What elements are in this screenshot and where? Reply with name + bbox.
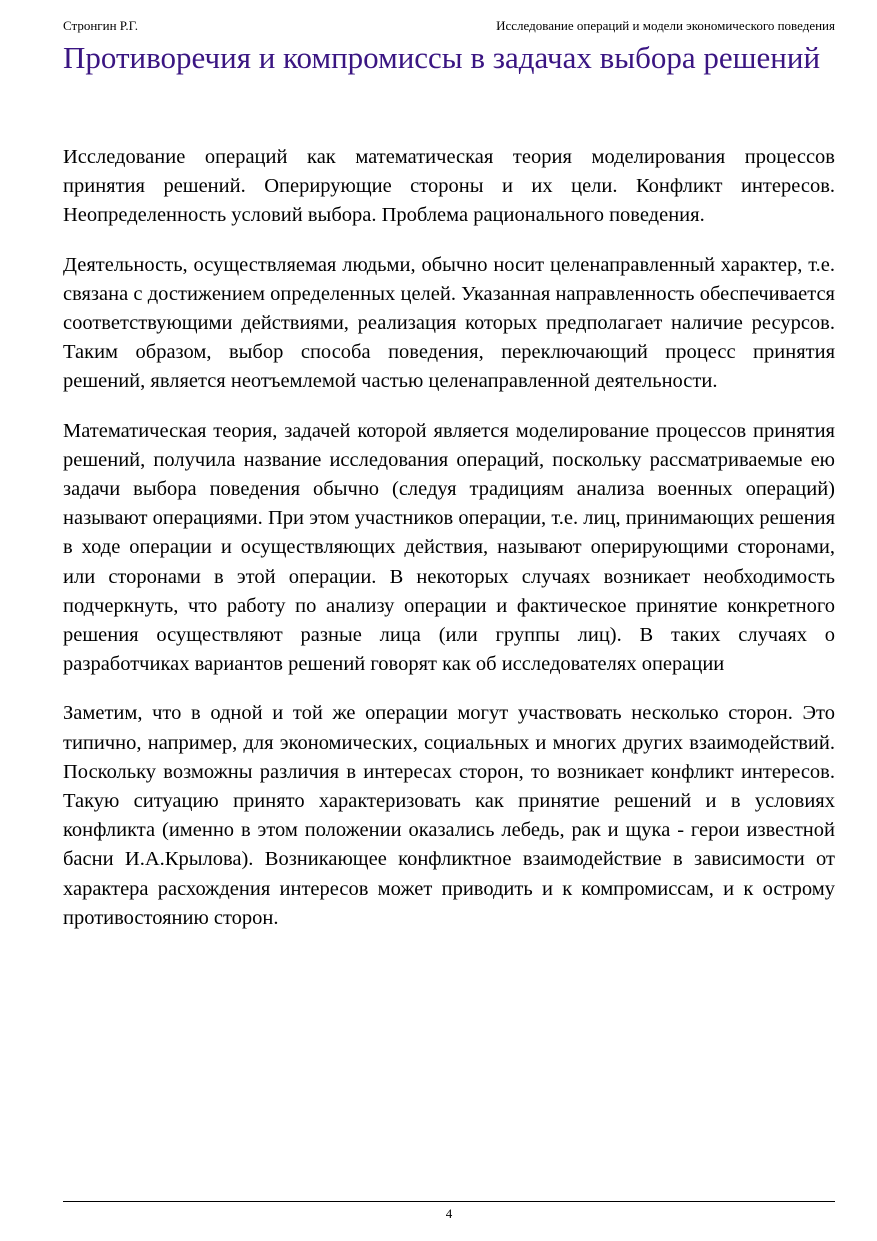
paragraph-3: Математическая теория, задачей которой является моделирование процессов принятия решений, получила название исследования операций, поскольку рассматриваемые ею задачи выбора поведения обычно (следуя традициям анализа военных операций) называют операциями. При этом участников операции, т.е. лиц, принимающих решения в ходе операции и осуществляющих действия, называют оперирующими сторонами, или сторонами в этой операции. В некоторых случаях возникает необходимость подчеркнуть, что работу по анализу операции и фактическое принятие конкретного решения осуществляют разные лица (или группы лиц). В таких случаях о разработчиках вариантов решений говорят как об исследователях операции <box>63 419 835 676</box>
page-number: 4 <box>445 1206 453 1221</box>
running-header <box>63 17 835 35</box>
header-author: Стронгин Р.Г. <box>63 18 138 33</box>
header-book-title: Исследование операций и модели экономического поведения <box>496 18 835 33</box>
paragraph-1: Исследование операций как математическая теория моделирования процессов принятия решений. Оперирующие стороны и их цели. Конфликт интересов. Неопределенность условий выбора. Проблема рационального поведения. <box>63 146 835 227</box>
document-page <box>63 0 835 1241</box>
body-text <box>63 143 835 953</box>
chapter-title: Противоречия и компромиссы в задачах выбора решений <box>63 40 821 75</box>
footer-rule <box>63 1201 835 1202</box>
paragraph-4: Заметим, что в одной и той же операции могут участвовать несколько сторон. Это типично, например, для экономических, социальных и многих других взаимодействий. Поскольку возможны различия в интересах сторон, то возникает конфликт интересов. Такую ситуацию принято характеризовать как принятие решений и в условиях конфликта (именно в этом положении оказались лебедь, рак и щука - герои известной басни И.А.Крылова). Возникающее конфликтное взаимодействие в зависимости от характера расхождения интересов может приводить и к компромиссам, и к острому противостоянию сторон. <box>63 702 835 929</box>
paragraph-2: Деятельность, осуществляемая людьми, обычно носит целенаправленный характер, т.е. связана с достижением определенных целей. Указанная направленность обеспечивается соответствующими действиями, реализация которых предполагает наличие ресурсов. Таким образом, выбор способа поведения, переключающий процесс принятия решений, является неотъемлемой частью целенаправленной деятельности. <box>63 253 835 393</box>
